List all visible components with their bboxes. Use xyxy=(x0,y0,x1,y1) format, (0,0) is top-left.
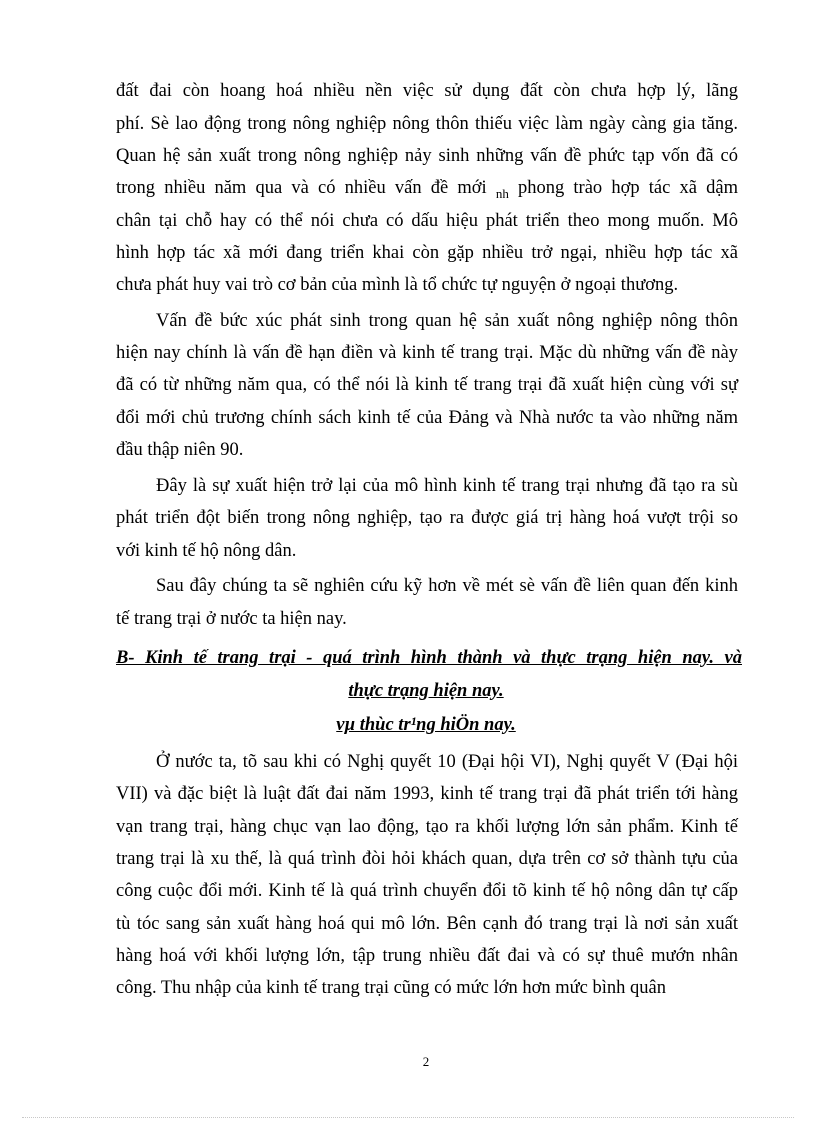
paragraph-2-line-3: đã có từ những năm qua, có thể nói là kinh tế trang trại đã xuất hiện cùng với sự xyxy=(116,375,738,395)
paragraph-2-line-4: đổi mới chủ trương chính sách kinh tế của Đảng và Nhà nước ta vào những năm xyxy=(116,408,738,428)
paragraph-1-line-7: chưa phát huy vai trò cơ bản của mình là tổ chức tự nguyện ở ngoại thương. xyxy=(116,275,679,295)
paragraph-2-line-5: đầu thập niên 90. xyxy=(116,440,244,460)
paragraph-3-line-2: phát triển đột biến trong nông nghiệp, tạo ra được giá trị hàng hoá vượt trội so xyxy=(116,508,738,528)
paragraph-5-line-3: vạn trang trại, hàng chục vạn lao động, tạo ra khối lượng lớn sản phẩm. Kinh tế xyxy=(116,817,738,837)
paragraph-5-line-4: trang trại là xu thế, là quá trình đòi hỏi khách quan, dựa trên cơ sở thành tựu của xyxy=(116,849,738,869)
paragraph-3-line-1: Đây là sự xuất hiện trở lại của mô hình kinh tế trang trại nhưng đã tạo ra sù xyxy=(156,476,738,496)
section-heading-line-2: thực trạng hiện nay. xyxy=(348,681,504,701)
paragraph-4-line-2: tế trang trại ở nước ta hiện nay. xyxy=(116,609,347,629)
section-heading-line-3: vµ thùc tr¹ng hiÖn nay. xyxy=(336,715,516,735)
paragraph-1-line-6: hình hợp tác xã mới đang triển khai còn gặp nhiều trở ngại, nhiều hợp tác xã xyxy=(116,243,738,263)
paragraph-5-line-5: công cuộc đổi mới. Kinh tế là quá trình chuyển đổi tõ kinh tế hộ nông dân tự cấp xyxy=(116,881,738,901)
paragraph-5-line-6: tù tóc sang sản xuất hàng hoá qui mô lớn. Bên cạnh đó trang trại là nơi sản xuất xyxy=(116,914,738,934)
paragraph-5-line-2: VII) và đặc biệt là luật đất đai năm 1993, kinh tế trang trại đã phát triển tới hàng xyxy=(116,784,738,804)
paragraph-1-line-2: phí. Sè lao động trong nông nghiệp nông thôn thiếu việc làm ngày càng gia tăng. xyxy=(116,114,738,134)
paragraph-1-line-5: chân tại chỗ hay có thể nói chưa có dấu hiệu phát triển theo mong muốn. Mô xyxy=(116,211,738,231)
paragraph-2-line-2: hiện nay chính là vấn đề hạn điền và kinh tế trang trại. Mặc dù những vấn đề này xyxy=(116,343,738,363)
section-heading-line-1: B- Kinh tế trang trại - quá trình hình thành và thực trạng hiện nay. và xyxy=(116,648,742,668)
paragraph-1-line-1: đất đai còn hoang hoá nhiều nền việc sử dụng đất còn chưa hợp lý, lãng xyxy=(116,81,738,101)
paragraph-5-line-1: Ở nước ta, tõ sau khi có Nghị quyết 10 (Đại hội VI), Nghị quyết V (Đại hội xyxy=(156,752,738,772)
paragraph-1-line-4 xyxy=(116,176,738,201)
paragraph-2-line-1: Vấn đề bức xúc phát sinh trong quan hệ sản xuất nông nghiệp nông thôn xyxy=(156,311,738,331)
paragraph-3-line-3: với kinh tế hộ nông dân. xyxy=(116,541,297,561)
paragraph-1-line-4-start: trong nhiều năm qua và có nhiều vấn đề mới xyxy=(116,178,496,198)
page-number: 2 xyxy=(422,1054,430,1069)
paragraph-5-line-8: công. Thu nhập của kinh tế trang trại cũng có mức lớn hơn mức bình quân xyxy=(116,978,666,998)
paragraph-1-line-4-end: phong trào hợp tác xã dậm xyxy=(508,178,738,198)
paragraph-4-line-1: Sau đây chúng ta sẽ nghiên cứu kỹ hơn về mét sè vấn đề liên quan đến kinh xyxy=(156,576,738,596)
paragraph-1-line-3: Quan hệ sản xuất trong nông nghiệp nảy sinh những vấn đề phức tạp vốn đã có xyxy=(116,146,738,166)
page-bottom-dotted-rule xyxy=(22,1117,794,1118)
paragraph-5-line-7: hàng hoá với khối lượng lớn, tập trung nhiều đất đai và có sự thuê mướn nhân xyxy=(116,946,738,966)
paragraph-1-line-4-subscript: nh xyxy=(495,186,509,201)
